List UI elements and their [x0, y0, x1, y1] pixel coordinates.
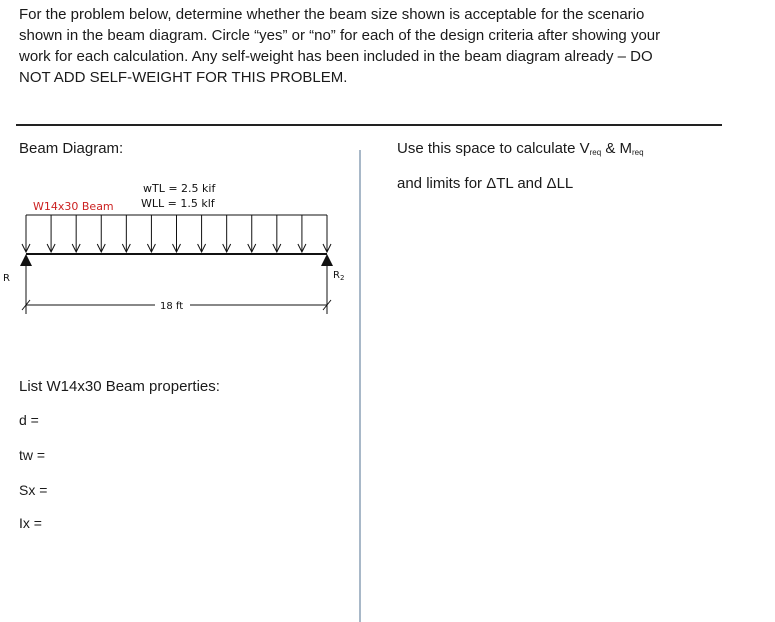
- load-arrow-icon: [72, 215, 80, 252]
- section-divider-horizontal: [16, 124, 722, 126]
- load-arrow-icon: [273, 215, 281, 252]
- load-arrow-icon: [323, 215, 331, 252]
- right-support-icon: [321, 254, 333, 266]
- property-tw: tw =: [19, 447, 46, 463]
- right-reaction-label: $R_2$: [333, 270, 345, 282]
- limits-instruction: and limits for ΔTL and ΔLL: [397, 175, 574, 192]
- instruction-line: NOT ADD SELF-WEIGHT FOR THIS PROBLEM.: [19, 69, 348, 86]
- beam-diagram-label: Beam Diagram:: [19, 140, 124, 157]
- property-ix: Ix =: [19, 515, 42, 531]
- total-load-label: wTL = 2.5 kif: [143, 182, 216, 195]
- properties-heading: List W14x30 Beam properties:: [19, 378, 220, 395]
- instruction-line: For the problem below, determine whether the beam size shown is acceptable for the scenario: [19, 6, 645, 23]
- property-d: d =: [19, 412, 39, 428]
- load-arrow-icon: [22, 215, 30, 252]
- distributed-load: [22, 215, 331, 252]
- beam-name-label: W14x30 Beam: [33, 200, 114, 213]
- instruction-line: shown in the beam diagram. Circle “yes” or “no” for each of the design criteria after showing your: [19, 27, 661, 44]
- span-length-label: 18 ft: [160, 301, 184, 312]
- instruction-line: work for each calculation. Any self-weight has been included in the beam diagram already – DO: [19, 48, 653, 65]
- left-support-icon: [20, 254, 32, 266]
- problem-instructions: [19, 4, 719, 88]
- load-arrow-icon: [47, 215, 55, 252]
- load-arrow-icon: [298, 215, 306, 252]
- beam-diagram: [0, 170, 360, 330]
- property-sx: Sx =: [19, 482, 48, 498]
- load-arrow-icon: [198, 215, 206, 252]
- live-load-label: WLL = 1.5 klf: [141, 197, 215, 210]
- calc-instruction: Use this space to calculate $V_{req}$ & $M_{req}$: [397, 140, 644, 157]
- load-arrow-icon: [122, 215, 130, 252]
- load-arrow-icon: [147, 215, 155, 252]
- left-reaction-label: R: [3, 273, 10, 284]
- load-arrow-icon: [173, 215, 181, 252]
- load-arrow-icon: [248, 215, 256, 252]
- load-arrow-icon: [223, 215, 231, 252]
- load-arrow-icon: [97, 215, 105, 252]
